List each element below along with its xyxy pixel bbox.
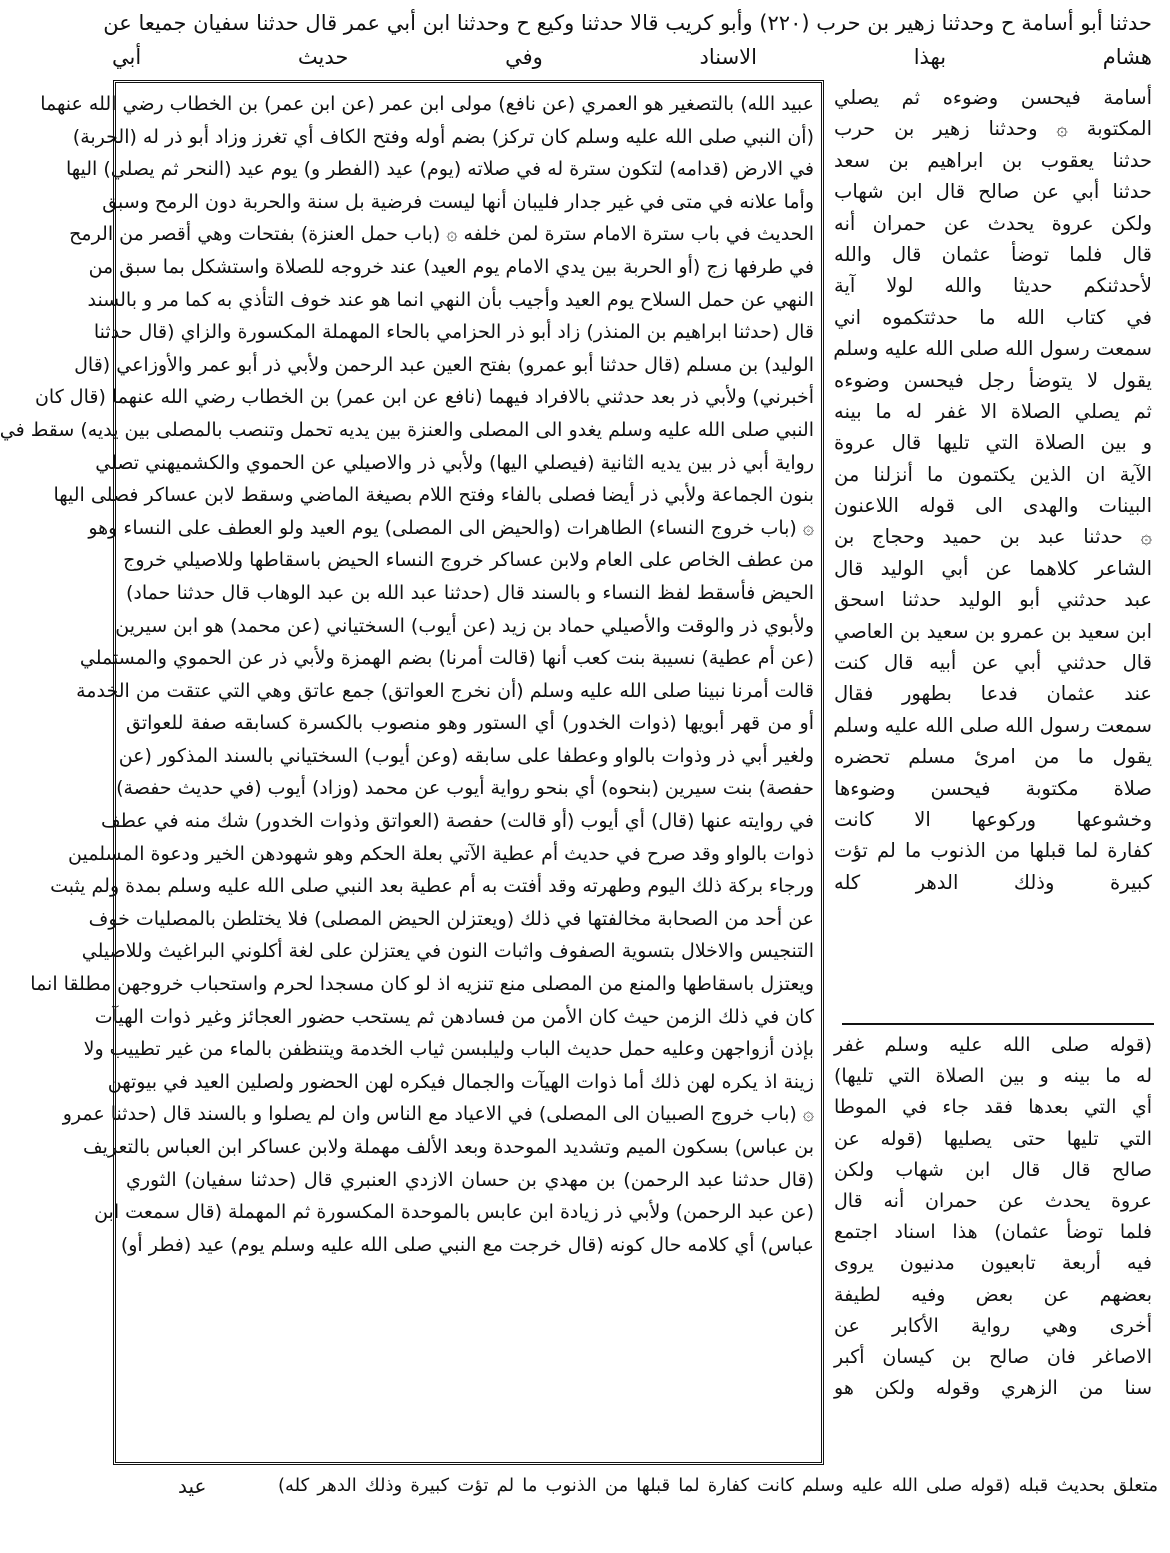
side-text-line: في كتاب الله ما حدثتكموه اني [834, 305, 1152, 329]
main-text-line: عن أحد من الصحابة مخالفتها في ذلك (ويعتزلن الحيض المصلى) فلا يختلطن بالمصليات خوف [88, 907, 814, 930]
gloss-text-line: الاصاغر فان صالح بن كيسان أكبر [834, 1345, 1152, 1368]
main-text-line: الحديث في باب سترة الامام سترة لمن خلفه ۞ (باب حمل العنزة) بفتحات وهي أقصر من الرمح [69, 223, 814, 246]
main-text-line: (قال حدثنا عبد الرحمن) بن مهدي بن حسان الازدي العنبري قال (حدثنا سفيان) الثوري [126, 1168, 814, 1191]
side-text-line: ابن سعيد بن عمرو بن سعيد بن العاصي [834, 619, 1152, 643]
gloss-text-line: (قوله صلى الله عليه وسلم غفر [834, 1034, 1152, 1056]
gloss-text-line: سنا من الزهري وقوله ولكن هو [834, 1377, 1152, 1400]
main-text-line: وأما علانه في متى في غير جدار فليبان أنها ليست فرضية بل سنة والحربة دون الرمح وسبق [102, 190, 814, 213]
gloss-text-line: أي التي بعدها فقد جاء في الموطا [834, 1096, 1152, 1119]
main-text-line: رواية أبي ذر بين يديه الثانية (فيصلي اليها) ولأبي ذر والاصيلي عن الحموي والكشميهني تصلي [95, 451, 814, 474]
gloss-text-line: فلما توضأ عثمان) هذا اسناد اجتمع [834, 1221, 1152, 1244]
side-text-line: و بين الصلاة التي تليها قال عروة [834, 431, 1152, 455]
footer-note: متعلق بحديث قبله (قوله صلى الله عليه وسلم كانت كفارة لما قبلها من الذنوب ما لم تؤت كبيرة وذلك الدهر كله) [278, 1475, 1158, 1496]
gloss-text-line: أخرى وهي رواية الأكابر عن [834, 1314, 1152, 1337]
main-text-line: ۞ (باب خروج الصبيان الى المصلى) في الاعياد مع الناس وان لم يصلوا و بالسند قال (حدثنا عمرو [62, 1103, 814, 1126]
side-text-line: عبد حدثني أبو الوليد حدثنا اسحق [834, 588, 1152, 612]
page-footer [108, 1468, 1158, 1508]
main-text-line: الوليد) بن مسلم (قال حدثنا أبو عمرو) بفتح العين عبد الرحمن ولأبي ذر أبو عمر والأوزاعي (قال [74, 353, 814, 376]
main-text-line: في طرفها زج (أو الحربة بين يدي الامام يوم العيد) عند خروجه للصلاة واستشكل بما سبق من [88, 255, 814, 278]
side-text-line: سمعت رسول الله صلى الله عليه وسلم [833, 337, 1152, 361]
main-text-line: ذوات بالواو وقد صرح في حديث أم عطية الآتي بعلة الحكم وهو شهودهن الخير ودعوة المسلمين [68, 842, 814, 865]
side-text-line: سمعت رسول الله صلى الله عليه وسلم [833, 713, 1152, 737]
side-text-line: الآية ان الذين يكتمون ما أنزلنا من [834, 462, 1152, 486]
side-text-line: صلاة مكتوبة فيحسن وضوءها [834, 776, 1152, 800]
catchword: عيد [178, 1474, 207, 1498]
main-text-line: من عطف الخاص على العام ولابن عساكر خروج النساء الحيض باسقاطها وللاصيلي خروج [123, 549, 814, 572]
side-text-line: البينات والهدى الى قوله اللاعنون [834, 494, 1152, 518]
side-text-line: كفارة لما قبلها من الذنوب ما لم تؤت [834, 839, 1152, 863]
main-text-line: النهي عن حمل السلاح يوم العيد وأجيب بأن النهي انما هو عند خوف التأذي به كما مر و بالسند [87, 288, 814, 311]
main-text-line: قالت أمرنا نبينا صلى الله عليه وسلم (أن نخرج العواتق) جمع عاتق وهي التي عتقت من الخدمة [76, 679, 814, 702]
side-hadith-column [834, 82, 1152, 1017]
side-text-line: أسامة فيحسن وضوءه ثم يصلي [834, 86, 1152, 109]
side-text-line: ۞ حدثنا عبد بن حميد وحجاج بن [834, 525, 1152, 549]
gloss-text-line: التي تليها حتى يصليها (قوله عن [834, 1127, 1152, 1150]
gloss-text-line: صالح قال قال ابن شهاب ولكن [834, 1158, 1152, 1181]
main-text-line: ولأبوي ذر والوقت والأصيلي حماد بن زيد (عن أيوب) السختياني (عن محمد) هو ابن سيرين [115, 614, 814, 637]
side-gloss-column [834, 1030, 1152, 1460]
main-text-line: ويعتزل باسقاطها والمنع من المصلى منع تنزيه اذ لو كان مسجدا لحرم واستحباب خروجهن مطلقا انما [30, 973, 814, 996]
side-text-line: لأحدثنكم حديثا والله لولا آية [834, 274, 1152, 298]
side-text-line: الشاعر كلاهما عن أبي الوليد قال [834, 556, 1152, 580]
main-text-line: عبيد الله) بالتصغير هو العمري (عن نافع) مولى ابن عمر (عن ابن عمر) بن الخطاب رضي الله عنهما [40, 93, 814, 115]
main-text-line: (عن أم عطية) نسيبة بنت كعب أنها (قالت أمرنا) بضم الهمزة ولأبي ذر عن الحموي والمستملي [79, 647, 814, 670]
gloss-text-line: عروة يحدث عن حمران أنه قال [834, 1189, 1152, 1212]
side-text-line: ثم يصلي الصلاة الا غفر له ما بينه [834, 399, 1152, 423]
main-text-line: زينة اذ يكره لهن ذلك أما ذوات الهيآت والجمال فيكره لهن الحضور ولصلين العيد في بيوتهن [107, 1070, 814, 1093]
side-text-line: قال فلما توضأ عثمان قال والله [834, 242, 1152, 266]
side-text-line: ولكن عروة يحدث عن حمران أنه [834, 211, 1152, 235]
main-text-line: عباس) أي كلامه حال كونه (قال خرجت مع النبي صلى الله عليه وسلم يوم) عيد (فطر أو) [120, 1233, 814, 1256]
side-text-line: يقول لا يتوضأ رجل فيحسن وضوءه [834, 368, 1152, 392]
gloss-text-line: له ما بينه و بين الصلاة التي تليها) [834, 1065, 1152, 1088]
main-text-line: (عن عبد الرحمن) ولأبي ذر زيادة ابن عابس بالموحدة المكسورة ثم المهملة (قال سمعت ابن [94, 1201, 814, 1224]
main-text-line: بإذن أزواجهن وعليه حمل حديث الباب وليلبسن ثياب الخدمة ويتنظفن بالماء من غير تطييب ولا [83, 1038, 814, 1061]
page-header [103, 6, 1152, 78]
gloss-text-line: فيه أربعة تابعيون مدنيون يروى [834, 1252, 1152, 1275]
side-text-line: كبيرة وذلك الدهر كله [834, 870, 1152, 894]
main-text-line: التنجيس والاخلال بتسوية الصفوف واثبات النون في يعتزلن على لغة أكلوني البراغيث وللاصيلي [81, 940, 814, 963]
side-text-line: يقول ما من امرئ مسلم تحضره [834, 745, 1152, 769]
side-text-line: المكتوبة ۞ وحدثنا زهير بن حرب [834, 117, 1152, 141]
gloss-text-line: بعضهم عن بعض وفيه لطيفة [834, 1283, 1152, 1306]
main-text-line: كان في ذلك الزمن حيث كان الأمن من فسادهن ثم يستحب حضور العجائز وغير ذوات الهيآت [94, 1005, 814, 1028]
main-text-line: بن عباس) بسكون الميم وتشديد الموحدة وبعد الألف مهملة ولابن عساكر ابن العباس بالتعريف [83, 1136, 814, 1158]
side-text-line: حدثنا أبي عن صالح قال ابن شهاب [834, 180, 1152, 204]
main-text-line: في روايته عنها (قال) أي أيوب (أو قالت) حفصة (العواتق وذوات الخدور) شك منه في عطف [101, 810, 814, 833]
side-text-line: وخشوعها وركوعها الا كانت [834, 807, 1152, 831]
main-commentary-column [0, 88, 814, 1458]
main-text-line: حفصة) بنت سيرين (بنحوه) أي بنحو رواية أيوب عن محمد (وزاد) أيوب (في حديث حفصة) [116, 777, 814, 800]
side-text-line: عند عثمان فدعا بطهور فقال [834, 682, 1152, 706]
main-text-line: قال (حدثنا ابراهيم بن المنذر) زاد أبو ذر الحزامي بالحاء المهملة المكسورة والزاي (قال حدثنا [93, 321, 814, 344]
side-text-line: حدثنا يعقوب بن ابراهيم بن سعد [834, 148, 1152, 172]
main-text-line: أو من قهر أبويها (ذوات الخدور) أي الستور وهو منصوب بالكسرة كسابقه صفة للعواتق [126, 712, 814, 735]
main-text-line: ورجاء بركة ذلك اليوم وطهرته وقد أفتت به أم عطية بعد النبي صلى الله عليه وسلم بمدة ولم يثبت [50, 875, 814, 898]
main-text-line: (أن النبي صلى الله عليه وسلم كان تركز) بضم أوله وفتح الكاف أي تغرز وزاد أبو ذر له (الحربة) [72, 125, 814, 148]
main-text-line: ولغير أبي ذر وذوات بالواو وعطفا على سابقه (وعن أيوب) السختياني بالسند المذكور (عن [118, 744, 814, 767]
main-text-line: النبي صلى الله عليه وسلم يغدو الى المصلى والعنزة بين يديه تحمل وتنصب بالمصلى بين يديه) سقط في [0, 418, 814, 441]
side-text-line: قال حدثني أبي عن أبيه قال كنت [834, 651, 1152, 675]
header-line: هشام بهذا الاسناد وفي حديث أبي [112, 45, 1152, 69]
main-text-line: الحيض فأسقط لفظ النساء و بالسند قال (حدثنا عبد الله بن عبد الوهاب قال حدثنا حماد) [126, 581, 814, 604]
main-text-line: بنون الجماعة ولأبي ذر أيضا فصلى بالفاء وفتح اللام بصيغة الماضي وسقط لابن عساكر فصلى اليها [53, 484, 814, 507]
main-text-line: أخبرني) ولأبي ذر بعد حدثني بالافراد فيهما (نافع عن ابن عمر) بن الخطاب رضي الله عنهما (قال كان [34, 386, 814, 409]
main-text-line: ۞ (باب خروج النساء) الطاهرات (والحيض الى المصلى) يوم العيد ولو العطف على النساء وهو [88, 516, 814, 539]
main-text-line: في الارض (قدامه) لتكون سترة له في صلاته (يوم) عيد (الفطر و) يوم عيد (النحر ثم يصلي) اليها [65, 158, 814, 181]
header-line: حدثنا أبو أسامة ح وحدثنا زهير بن حرب (٢٢٠) وأبو كريب قالا حدثنا وكيع ح وحدثنا ابن أبي عمر قال حدثنا سفيان جميعا عن [103, 11, 1152, 35]
side-column-divider [842, 1023, 1154, 1025]
